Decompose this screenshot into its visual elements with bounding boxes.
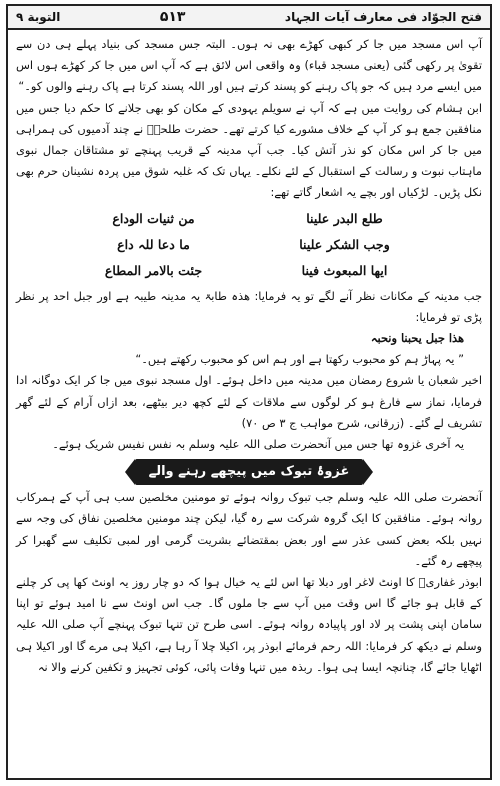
- arabic-quote: ھذا جبل یحبنا ونحبہ: [370, 331, 464, 346]
- page-number: ۵۱۳: [159, 9, 186, 25]
- paragraph-1: آپ اس مسجد میں جا کر کبھی کھڑے بھی نہ ہوں۔ البتہ جس مسجد کی بنیاد پہلے ہی دن سے تقویٰ پر رکھی گئی (یعنی مسجد قباء) وہ واقعی اس لائق ہے کہ آپ اس میں جا کر کھڑے ہوں اس میں ایسے مرد ہیں کہ جو پاک رہنے کو پسند کرتے ہیں اور اللہ پسند کرتا ہے پاک رہنے والوں کو۔“: [16, 37, 482, 94]
- paragraph-4: اخیر شعبان یا شروع رمضان میں مدینہ میں داخل ہوئے۔ اول مسجد نبوی میں جا کر ایک دوگانہ ادا فرمایا، نماز سے فارغ ہو کر لوگوں سے ملاقات کے لئے کچھ دیر بیٹھے، بعد ازاں آرام کے لئے گھر تشریف لے گئے۔ (زرقانی، شرح مواہب ج ۳ ص ۷۰): [16, 373, 482, 430]
- poem-verse-1-a: طلع البدر علینا: [306, 210, 383, 226]
- page-body: [16, 34, 482, 774]
- poem-verse-2-a: وجب الشکر علینا: [299, 236, 390, 252]
- page-frame: [6, 4, 492, 780]
- poem-verse-1-b: من ثنیات الوداع: [112, 210, 195, 226]
- poem-verse-3-a: ایھا المبعوث فینا: [301, 262, 388, 278]
- paragraph-3: جب مدینہ کے مکانات نظر آنے لگے تو یہ فرمایا: ھذہ طابۃ یہ مدینہ طیبہ ہے اور جبل احد پر نظر پڑی تو فرمایا:: [16, 288, 482, 324]
- section-heading: غزوۂ تبوک میں پیچھے رہنے والے: [135, 459, 364, 485]
- poem-verse-2-b: ما دعا للہ داع: [117, 236, 190, 252]
- paragraph-6: آنحضرت صلی اللہ علیہ وسلم جب تبوک روانہ ہوئے تو مومنین مخلصین سب ہی آپ کے ہمرکاب روانہ ہوئے۔ منافقین کا ایک گروہ شرکت سے رہ گیا، لیکن چند مومنین مخلصین نفاق کی وجہ سے نہیں بلکہ بعض کسی عذر سے اور بعض بمقتضائے بشریت گرمی اور لمبی تکلیف سے گھبرا کر پیچھے رہ گئے۔: [16, 490, 482, 568]
- poem-verse-3-b: جئت بالامر المطاع: [104, 262, 203, 278]
- surah-label: التوبة ٩: [16, 10, 61, 24]
- paragraph-7: ابوذر غفاریؓ کا اونٹ لاغر اور دبلا تھا اس لئے یہ خیال ہوا کہ دو چار روز یہ اونٹ کھا پی کر چلنے کے قابل ہو جائے گا اس وقت میں آپ سے جا ملوں گا۔ جب اس اونٹ سے نا امید ہوئے تو اپنا سامان اپنی پشت پر لاد اور پاپیادہ روانہ ہوئے۔ اسی طرح تن تنہا تبوک پہنچے آپ صلی اللہ علیہ وسلم نے دیکھ کر فرمایا: اللہ رحم فرمائے ابوذر پر، اکیلا چلا آ رہا ہے، اکیلا ہی مرے گا اور اکیلا ہی اٹھایا جائے گا، چنانچہ ایسا ہی ہوا۔ ربذہ میں تنہا وفات پائی، کوئی تجہیز و تکفین کرنے والا نہ: [16, 575, 482, 674]
- paragraph-2: ابن ہشام کی روایت میں ہے کہ آپ نے سویلم یہودی کے مکان کو بھی جلانے کا حکم دیا جس میں منافقین جمع ہو کر آپ کے خلاف مشورے کیا کرتے تھے۔ حضرت طلحہؓ نے چند آدمیوں کی ہمراہی میں جا کر اس مکان کو نذر آتش کیا۔ جب آپ مدینہ کے قریب پہنچے تو مشتاقان جمال نبوی ماہتاب نبوت و رسالت کے استقبال کے لئے نکلے۔ یہاں تک کہ غلبہ شوق میں پردہ نشینان حرم بھی نکل پڑیں۔ لڑکیاں اور بچے یہ اشعار گاتے تھے:: [16, 100, 482, 200]
- paragraph-5: یہ آخری غزوہ تھا جس میں آنحضرت صلی اللہ علیہ وسلم بہ نفس نفیس شریک ہوئے۔: [52, 437, 464, 452]
- page-header: [8, 6, 490, 30]
- section-heading-wrap: [16, 459, 482, 485]
- book-title: فتح الجوّاد فی معارف آیات الجہاد: [284, 10, 482, 24]
- quote-translation: ” یہ پہاڑ ہم کو محبوب رکھتا ہے اور ہم اس کو محبوب رکھتے ہیں۔“: [135, 352, 464, 367]
- poem: [16, 206, 482, 284]
